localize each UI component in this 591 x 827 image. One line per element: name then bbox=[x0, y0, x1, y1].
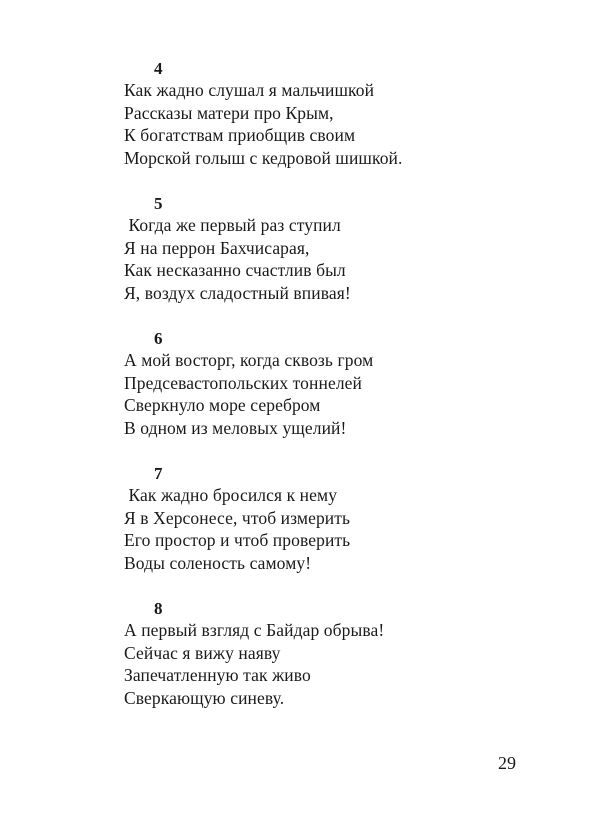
stanza-lines bbox=[124, 484, 350, 574]
verse-line: Я, воздух сладостный впивая! bbox=[124, 282, 351, 303]
verse-line: Воды соленость самому! bbox=[124, 552, 312, 573]
verse-line: Рассказы матери про Крым, bbox=[124, 102, 334, 123]
page-number: 29 bbox=[498, 753, 516, 773]
verse-line: К богатствам приобщив своим bbox=[124, 125, 356, 145]
verse-line: Его простор и чтоб проверить bbox=[124, 530, 351, 550]
verse-line: А первый взгляд с Байдар обрыва! bbox=[124, 620, 385, 640]
stanza-number: 6 bbox=[154, 329, 163, 348]
verse-line: Запечатленную так живо bbox=[124, 665, 311, 685]
verse-line: Предсевастопольских тоннелей bbox=[124, 372, 362, 393]
verse-line: Сверкающую синеву. bbox=[124, 687, 285, 708]
verse-line: Как жадно бросился к нему bbox=[124, 485, 338, 505]
verse-line: Сейчас я вижу наяву bbox=[124, 642, 281, 663]
stanza-number: 5 bbox=[154, 194, 163, 213]
verse-line: Я в Херсонесе, чтоб измерить bbox=[124, 507, 351, 528]
verse-line: Я на перрон Бахчисарая, bbox=[124, 237, 310, 258]
stanza-lines bbox=[124, 349, 373, 439]
stanza-number: 4 bbox=[154, 59, 163, 78]
verse-line: Как жадно слушал я мальчишкой bbox=[124, 80, 375, 100]
stanza-lines bbox=[124, 79, 403, 169]
stanza-lines bbox=[124, 619, 384, 709]
verse-line: Когда же первый раз ступил bbox=[124, 215, 341, 235]
stanza-number: 8 bbox=[154, 599, 163, 618]
stanza-lines bbox=[124, 214, 351, 304]
verse-line: В одном из меловых ущелий! bbox=[124, 417, 347, 438]
verse-line: Морской голыш с кедровой шишкой. bbox=[124, 147, 403, 168]
verse-line: Сверкнуло море серебром bbox=[124, 395, 321, 415]
verse-line: Как несказанно счастлив был bbox=[124, 260, 346, 280]
stanza-number: 7 bbox=[154, 464, 163, 483]
verse-line: А мой восторг, когда сквозь гром bbox=[124, 350, 374, 370]
